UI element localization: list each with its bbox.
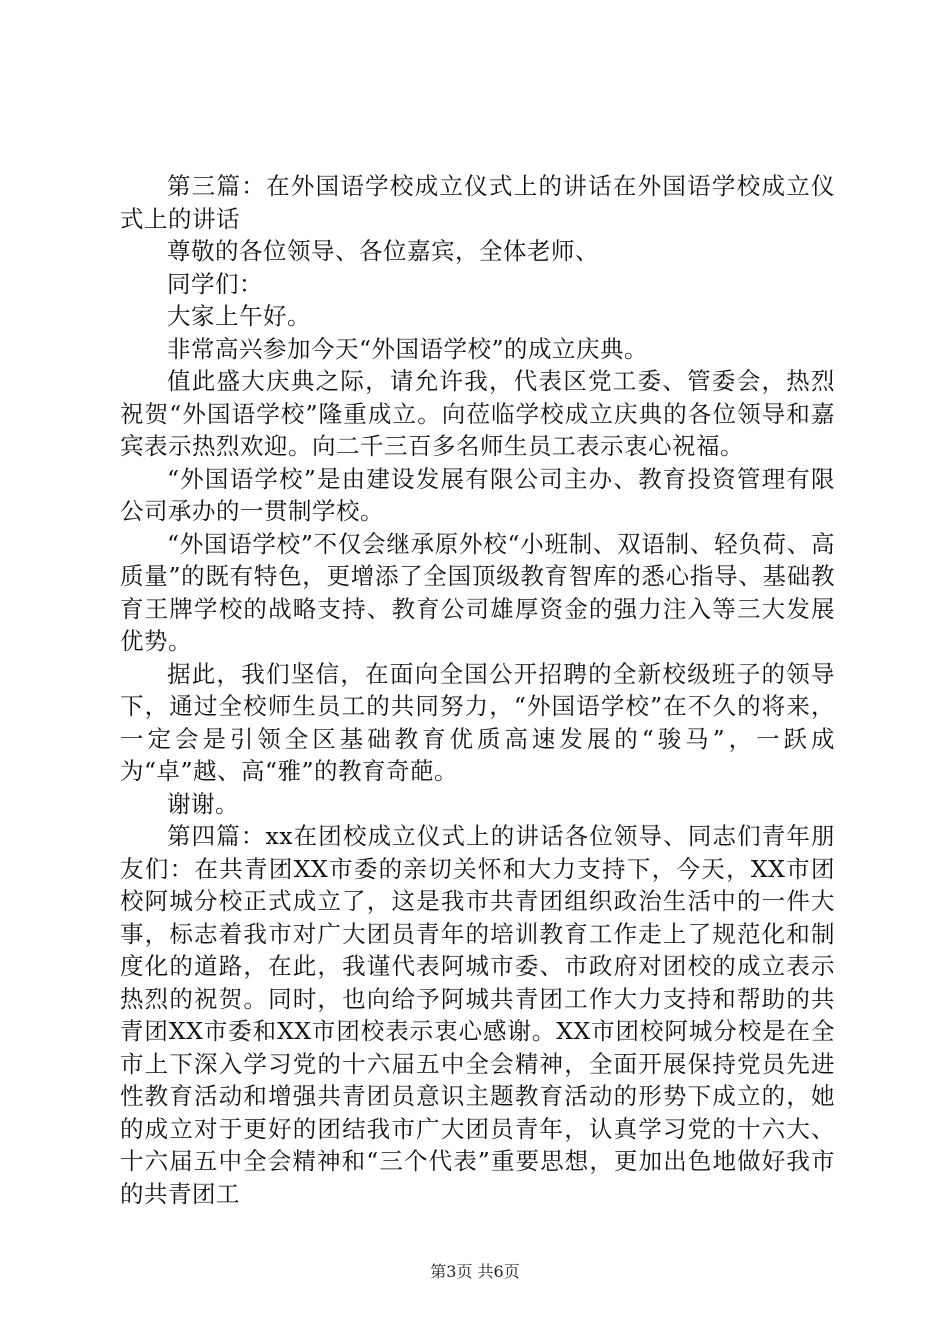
paragraph-belief: 据此，我们坚信，在面向全国公开招聘的全新校级班子的领导下，通过全校师生员工的共同努力，“外国语学校”在不久的将来，一定会是引领全区基础教育优质高速发展的“骏马”，一跃成为“卓”越、高“雅”的教育奇葩。 (120, 659, 835, 785)
paragraph-salutation: 尊敬的各位领导、各位嘉宾，全体老师、 (167, 237, 599, 265)
paragraph-salutation-students: 同学们： (167, 269, 263, 298)
paragraph-greeting: 大家上午好。 (167, 302, 311, 330)
paragraph-congratulations: 值此盛大庆典之际，请允许我，代表区党工委、管委会，热烈祝贺“外国语学校”隆重成立。向莅临学校成立庆典的各位领导和嘉宾表示热烈欢迎。向二千三百多名师生员工表示衷心祝福。 (120, 367, 835, 460)
paragraph-heading-part4: 第四篇：xx在团校成立仪式上的讲话各位领导、同志们青年朋友们：在共青团XX市委的亲切关怀和大力支持下，今天，XX市团校阿城分校正式成立了，这是我市共青团组织政治生活中的一件大事，标志着我市对广大团员青年的培训教育工作走上了规范化和制度化的道路，在此，我谨代表阿城市委、市政府对团校的成立表示热烈的祝贺。同时，也向给予阿城共青团工作大力支持和帮助的共青团XX市委和XX市团校表示衷心感谢。XX市团校阿城分校是在全市上下深入学习党的十六届五中全会精神，全面开展保持党员先进性教育活动和增强共青团员意识主题教育活动的形势下成立的，她的成立对于更好的团结我市广大团员青年，认真学习党的十六大、十六届五中全会精神和“三个代表”重要思想，更加出色地做好我市的共青团工 (120, 822, 835, 1208)
paragraph-school-intro: “外国语学校”是由建设发展有限公司主办、教育投资管理有限公司承办的一贯制学校。 (120, 464, 835, 525)
paragraph-opening: 非常高兴参加今天“外国语学校”的成立庆典。 (167, 334, 649, 363)
paragraph-school-features: “外国语学校”不仅会继承原外校“小班制、双语制、轻负荷、高质量”的既有特色，更增添了全国顶级教育智库的悉心指导、基础教育王牌学校的战略支持、教育公司雄厚资金的强力注入等三大发展优势。 (120, 529, 835, 655)
document-body (120, 170, 835, 1210)
paragraph-thanks: 谢谢。 (167, 789, 239, 818)
page-number-footer: 第3页 共6页 (430, 1262, 520, 1281)
paragraph-heading-part3: 第三篇：在外国语学校成立仪式上的讲话在外国语学校成立仪式上的讲话 (120, 172, 835, 233)
